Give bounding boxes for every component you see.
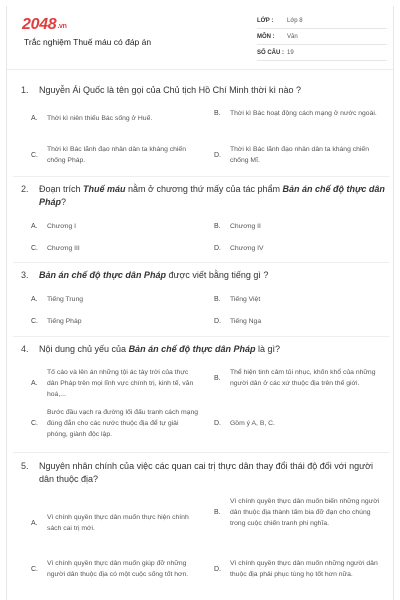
option-letter: C. [31, 420, 38, 427]
option-text: Thể hiện tinh cảm tủi nhục, khốn khổ của những người dân ở các xứ thuộc địa trên thế giới. [230, 369, 376, 387]
option-letter: D. [214, 420, 221, 427]
option-text: Vì chính quyền thực dân muốn biến những người dân thuộc địa thành tấm bia đỡ đạn cho chúng trong cuộc chiến tranh phi nghĩa. [230, 498, 380, 527]
option-text: Vì chính quyền thực dân muốn giúp đỡ những người dân thuộc địa có một cuộc sống tốt hơn. [47, 560, 189, 578]
option-c[interactable] [21, 144, 201, 166]
option-letter: B. [214, 223, 221, 230]
option-d[interactable] [204, 418, 387, 429]
divider [13, 176, 389, 177]
page-header [7, 6, 393, 70]
option-text: Thời kì Bác lãnh đạo nhân dân ta kháng chiến chống Pháp. [47, 146, 186, 164]
option-text: Tiếng Trung [47, 296, 84, 303]
question-number: 5. [21, 461, 29, 471]
meta-value: Văn [287, 33, 298, 40]
divider [13, 452, 389, 453]
option-a[interactable] [21, 113, 201, 124]
option-b[interactable] [204, 108, 387, 119]
question-text [21, 269, 387, 282]
option-letter: D. [214, 245, 221, 252]
option-d[interactable] [204, 144, 387, 166]
option-text: Thời kì Bác lãnh đạo nhân dân ta kháng chiến chống Mĩ. [230, 146, 369, 164]
option-text: Chương III [47, 245, 80, 252]
question-number: 3. [21, 270, 29, 280]
option-a[interactable] [21, 294, 201, 305]
question-number: 4. [21, 344, 29, 354]
option-b[interactable] [204, 294, 387, 305]
question-text [21, 84, 387, 97]
option-d[interactable] [204, 316, 387, 327]
question-number: 2. [21, 184, 29, 194]
logo-suffix: .vn [57, 23, 67, 30]
option-text: Vì chính quyền thực dân muốn thực hiện chính sách cai trị mới. [47, 514, 189, 532]
option-c[interactable] [21, 243, 201, 254]
quiz-title: Trắc nghiệm Thuế máu có đáp án [24, 37, 152, 47]
question-4 [21, 343, 387, 438]
option-b[interactable] [204, 367, 387, 389]
option-text: Tố cáo và lên án những tội ác tày trời của thực dân Pháp trên mọi lĩnh vực chính trị, kinh tế, văn hoá,... [47, 369, 194, 398]
meta-row-count [257, 45, 387, 61]
quiz-page [6, 6, 394, 600]
option-text: Tiếng Pháp [47, 318, 82, 325]
option-text: Chương I [47, 223, 77, 230]
option-text: Chương II [230, 223, 261, 230]
option-letter: A. [31, 296, 38, 303]
meta-key: LỚP : [257, 17, 274, 24]
question-text-part: Nội dung chủ yếu của [39, 344, 129, 354]
quiz-meta [257, 13, 387, 61]
option-text: Thời kì niên thiếu Bác sống ở Huế. [47, 115, 153, 122]
question-text [21, 460, 387, 486]
question-text-part: ? [61, 197, 67, 207]
option-c[interactable] [21, 316, 201, 327]
option-letter: B. [214, 509, 221, 516]
option-letter: B. [214, 110, 221, 117]
divider [13, 262, 389, 263]
question-text-part: được viết bằng tiếng gì ? [165, 270, 269, 280]
option-text: Bước đầu vạch ra đường lối đấu tranh cách mạng đúng đắn cho các nước thuộc địa để tự giải phóng, giành độc lập. [47, 409, 199, 438]
option-d[interactable] [204, 243, 387, 254]
question-body: Nguyên nhân chính của việc các quan cai trị thực dân thay đổi thái độ đối với người dân thuộc địa? [39, 461, 374, 484]
option-letter: C. [31, 565, 38, 573]
meta-key: SỐ CÂU : [257, 49, 284, 56]
question-body: Nguyễn Ái Quốc là tên gọi của Chủ tịch Hồ Chí Minh thời kì nào ? [39, 85, 302, 95]
question-text [21, 343, 387, 356]
option-a[interactable] [21, 367, 201, 400]
option-letter: D. [214, 151, 221, 159]
option-text: Vì chính quyền thực dân muốn những người dân thuộc địa phải phục tùng họ tốt hơn nữa. [230, 560, 378, 578]
divider [13, 336, 389, 337]
option-a[interactable] [21, 221, 201, 232]
meta-row-grade [257, 13, 387, 29]
question-text-emphasis: Bản án chế độ thực dân Pháp [39, 184, 385, 207]
option-letter: D. [214, 318, 221, 325]
meta-key: MÔN : [257, 33, 275, 40]
question-3 [21, 269, 387, 325]
option-c[interactable] [21, 407, 201, 440]
question-text-emphasis: Thuế máu [83, 184, 126, 194]
question-body [39, 343, 280, 356]
meta-value: 19 [287, 49, 294, 56]
question-1 [21, 84, 387, 164]
option-letter: B. [214, 296, 221, 303]
question-body [39, 183, 387, 209]
option-text: Gồm ý A, B, C. [230, 420, 275, 427]
question-text-part: nằm ở chương thứ mấy của tác phẩm [125, 184, 283, 194]
question-text-emphasis: Bản án chế độ thực dân Pháp [128, 344, 256, 354]
option-c[interactable] [21, 558, 201, 580]
question-5 [21, 460, 387, 578]
question-body [39, 269, 268, 282]
option-letter: C. [31, 151, 38, 159]
option-text: Tiếng Nga [230, 318, 262, 325]
option-letter: A. [31, 115, 38, 122]
question-number: 1. [21, 85, 29, 95]
option-text: Thời kì Bác hoạt động cách mạng ở nước ngoài. [230, 110, 377, 117]
option-letter: D. [214, 565, 221, 573]
question-text-part: Đoạn trích [39, 184, 84, 194]
site-logo[interactable] [22, 16, 67, 34]
question-2 [21, 183, 387, 252]
option-letter: B. [214, 374, 221, 382]
question-text-part: là gì? [255, 344, 281, 354]
option-letter: C. [31, 245, 38, 252]
option-letter: A. [31, 380, 38, 387]
option-text: Chương IV [230, 245, 264, 252]
logo-text: 2048 [22, 16, 57, 33]
option-letter: A. [31, 223, 38, 230]
question-text [21, 183, 387, 209]
meta-row-subject [257, 29, 387, 45]
option-letter: C. [31, 318, 38, 325]
option-text: Tiếng Việt [230, 296, 261, 303]
option-b[interactable] [204, 496, 387, 529]
option-a[interactable] [21, 512, 201, 534]
option-letter: A. [31, 519, 38, 527]
meta-value: Lớp 8 [287, 17, 303, 24]
option-b[interactable] [204, 221, 387, 232]
option-d[interactable] [204, 558, 387, 580]
question-text-emphasis: Bản án chế độ thực dân Pháp [39, 270, 166, 280]
